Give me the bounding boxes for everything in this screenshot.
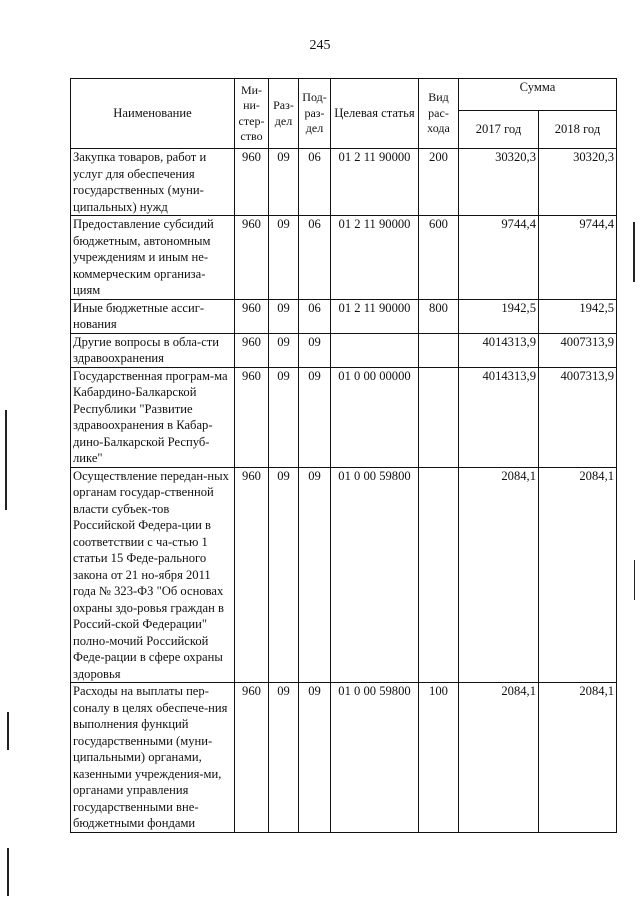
cell-sum-2017: 1942,5 [459, 299, 539, 333]
cell-section: 09 [269, 149, 299, 216]
header-expense-type: Вид рас-хода [419, 79, 459, 149]
cell-sum-2017: 4014313,9 [459, 367, 539, 467]
cell-section: 09 [269, 367, 299, 467]
cell-subsection: 06 [299, 216, 331, 300]
scan-mark [7, 712, 9, 750]
cell-name: Предоставление субсидий бюджетным, автономным учреждениям и иным не-коммерческим организа-циям [71, 216, 235, 300]
cell-expense-type [419, 333, 459, 367]
cell-sum-2017: 30320,3 [459, 149, 539, 216]
scan-mark [634, 560, 635, 600]
header-target-article: Целевая статья [331, 79, 419, 149]
cell-expense-type: 600 [419, 216, 459, 300]
cell-subsection: 06 [299, 149, 331, 216]
cell-target-article: 01 0 00 59800 [331, 467, 419, 683]
header-year-2018: 2018 год [539, 111, 617, 149]
cell-sum-2018: 30320,3 [539, 149, 617, 216]
cell-ministry: 960 [235, 333, 269, 367]
cell-ministry: 960 [235, 367, 269, 467]
cell-sum-2018: 4007313,9 [539, 367, 617, 467]
header-ministry: Ми-ни-стер-ство [235, 79, 269, 149]
table-row [71, 467, 617, 683]
cell-target-article: 01 0 00 00000 [331, 367, 419, 467]
table-row [71, 367, 617, 467]
cell-name: Осуществление передан-ных органам государ-ственной власти субъек-тов Российской Федера-ции в соответствии с ча-стью 1 статьи 15 Феде-рального закона от 21 но-ября 2011 года № 323-ФЗ "Об основах охраны здо-ровья граждан в Россий-ской Федерации" полно-мочий Российской Феде-рации в сфере охраны здоровья [71, 467, 235, 683]
table-row [71, 333, 617, 367]
table-row [71, 216, 617, 300]
cell-sum-2017: 9744,4 [459, 216, 539, 300]
cell-sum-2017: 2084,1 [459, 467, 539, 683]
cell-name: Иные бюджетные ассиг-нования [71, 299, 235, 333]
header-sum: Сумма [459, 79, 617, 111]
table-row [71, 149, 617, 216]
cell-expense-type [419, 467, 459, 683]
cell-expense-type: 800 [419, 299, 459, 333]
cell-name: Закупка товаров, работ и услуг для обеспечения государственных (муни-ципальных) нужд [71, 149, 235, 216]
cell-name: Расходы на выплаты пер-соналу в целях обеспече-ния выполнения функций государственными (муни-ципальными) органами, казенными учреждения-ми, органами управления государственными вне-бюджетными фондами [71, 683, 235, 833]
header-name: Наименование [71, 79, 235, 149]
cell-expense-type: 100 [419, 683, 459, 833]
budget-table [70, 78, 617, 833]
cell-sum-2018: 1942,5 [539, 299, 617, 333]
cell-subsection: 09 [299, 683, 331, 833]
cell-ministry: 960 [235, 149, 269, 216]
cell-section: 09 [269, 299, 299, 333]
cell-sum-2018: 2084,1 [539, 683, 617, 833]
cell-target-article: 01 2 11 90000 [331, 299, 419, 333]
header-section: Раз-дел [269, 79, 299, 149]
cell-name: Государственная програм-ма Кабардино-Балкарской Республики "Развитие здравоохранения в Кабар-дино-Балкарской Респуб-лике" [71, 367, 235, 467]
scan-mark [7, 848, 9, 896]
cell-ministry: 960 [235, 683, 269, 833]
cell-ministry: 960 [235, 216, 269, 300]
header-subsection: Под-раз-дел [299, 79, 331, 149]
cell-target-article: 01 2 11 90000 [331, 149, 419, 216]
cell-section: 09 [269, 467, 299, 683]
cell-sum-2018: 4007313,9 [539, 333, 617, 367]
cell-sum-2017: 4014313,9 [459, 333, 539, 367]
scan-mark [633, 222, 635, 282]
cell-subsection: 09 [299, 467, 331, 683]
cell-sum-2018: 9744,4 [539, 216, 617, 300]
cell-subsection: 09 [299, 367, 331, 467]
cell-section: 09 [269, 683, 299, 833]
table-row [71, 299, 617, 333]
cell-expense-type: 200 [419, 149, 459, 216]
cell-target-article: 01 2 11 90000 [331, 216, 419, 300]
cell-target-article [331, 333, 419, 367]
header-year-2017: 2017 год [459, 111, 539, 149]
page-number: 245 [309, 38, 331, 53]
cell-sum-2017: 2084,1 [459, 683, 539, 833]
cell-expense-type [419, 367, 459, 467]
scan-mark [5, 410, 7, 510]
cell-section: 09 [269, 333, 299, 367]
cell-section: 09 [269, 216, 299, 300]
table-row [71, 683, 617, 833]
cell-ministry: 960 [235, 299, 269, 333]
cell-ministry: 960 [235, 467, 269, 683]
cell-subsection: 09 [299, 333, 331, 367]
cell-target-article: 01 0 00 59800 [331, 683, 419, 833]
cell-sum-2018: 2084,1 [539, 467, 617, 683]
cell-name: Другие вопросы в обла-сти здравоохранения [71, 333, 235, 367]
cell-subsection: 06 [299, 299, 331, 333]
